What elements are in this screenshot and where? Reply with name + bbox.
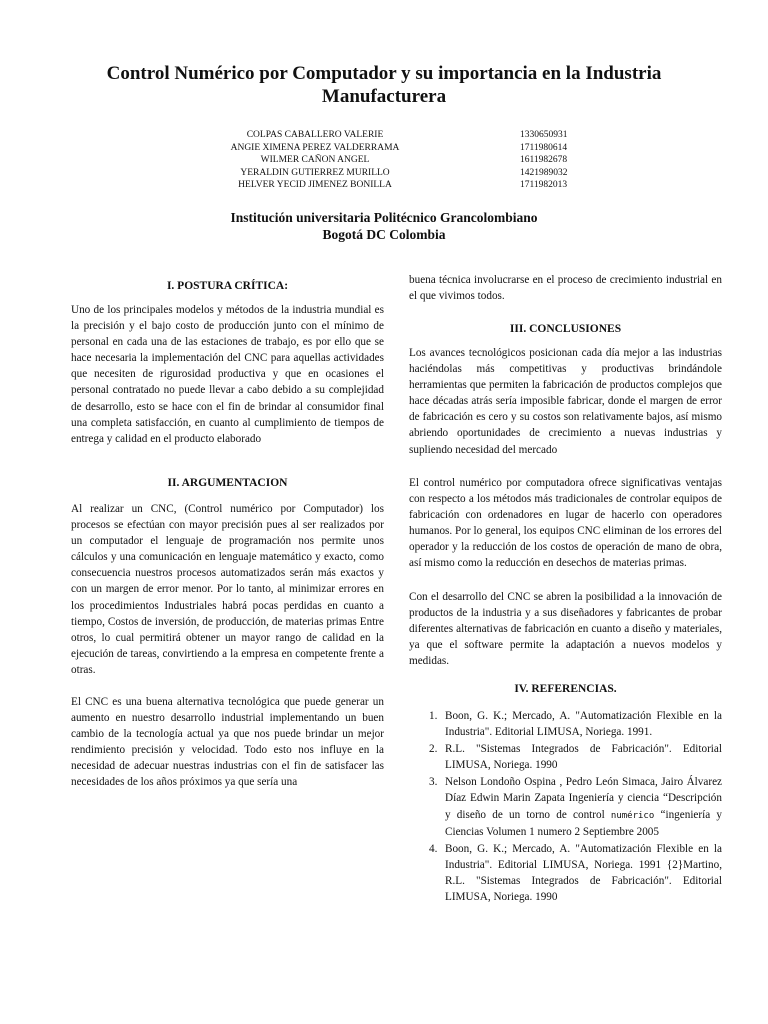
reference-item	[409, 774, 722, 839]
section-heading-referencias: IV. REFERENCIAS.	[514, 683, 617, 695]
author-row	[150, 129, 620, 142]
reference-text: Boon, G. K.; Mercado, A. "Automatización Flexible en la Industria". Editorial LIMUSA, Noriega. 1991 {2}Martino, R.L. "Sistemas Integrados de Fabricación". Editorial LIMUSA, Noriega. 1990	[445, 842, 722, 904]
reference-number: 2.	[429, 743, 438, 756]
reference-number: 1.	[429, 710, 438, 722]
reference-list	[409, 708, 722, 906]
argumentacion-paragraph-2-continued: buena técnica involucrarse en el proceso de crecimiento industrial en el que vivimos todos.	[409, 274, 722, 303]
reference-text: R.L. "Sistemas Integrados de Fabricación". Editorial LIMUSA, Noriega. 1990	[445, 743, 722, 772]
paper-title: Control Numérico por Computador y su importancia en la Industria Manufacturera	[106, 63, 662, 107]
reference-number: 3.	[429, 776, 438, 789]
institution-block	[100, 209, 668, 243]
author-name: WILMER CAÑON ANGEL	[260, 155, 370, 166]
author-id: 1611982678	[520, 155, 568, 166]
author-list	[150, 129, 620, 192]
author-name: HELVER YECID JIMENEZ BONILLA	[238, 180, 392, 191]
section-heading-postura: I. POSTURA CRÍTICA:	[166, 280, 289, 292]
reference-item	[409, 841, 722, 905]
author-row	[150, 179, 620, 192]
reference-text-mono: numérico	[610, 810, 655, 821]
conclusiones-paragraph-3: Con el desarrollo del CNC se abren la posibilidad a la innovación de productos de la industria y a sus diseñadores y fabricantes de probar diferentes alternativas de fabricación en cuanto a diseño y materiales, ya que el software permite la adaptación a nuevos modelos y medidas.	[409, 591, 722, 668]
argumentacion-paragraph-1: Al realizar un CNC, (Control numérico por Computador) los procesos se efectúan con mayor precisión pues al ser realizados por un computador el lenguaje de programación nos permite unos cálculos y una comunicación en lenguaje matemático y exacto, como consecuencia nuestros procesos automatizados serán más exactos y con un margen de error menor. Por lo tanto, al minimizar errores en los procedimientos Industriales habrá pocas perdidas en cuanto a tiempo, Costos de inversión, de producción, de materias primas Entre otros, lo cual permitirá obtener un mayor rango de calidad en la ejecución de tareas, convirtiendo a la empresa en competente frente a otras.	[71, 503, 384, 676]
reference-text-part: “ingeniería y Ciencias Volumen 1 numero 2 Septiembre 2005	[445, 808, 722, 838]
author-name: COLPAS CABALLERO VALERIE	[246, 130, 384, 140]
author-name: YERALDIN GUTIERREZ MURILLO	[240, 167, 390, 178]
conclusiones-paragraph-2: El control numérico por computadora ofrece significativas ventajas con respecto a los métodos más tradicionales de controlar equipos de fabricación con ordenadores en lugar de hacerlo con operadores humanos. Por lo general, los equipos CNC eliminan de los errores del operador y la reducción de los costos de operación de mano de obra, así mismo como la reducción en desechos de materias primas.	[409, 477, 722, 570]
section-heading-conclusiones: III. CONCLUSIONES	[509, 323, 622, 335]
postura-paragraph: Uno de los principales modelos y métodos de la industria mundial es la precisión y el bajo costo de producción junto con el mínimo de personal en cada una de las estaciones de trabajo, es por ello que se hace necesaria la implementación del CNC para aquellas actividades que necesiten de rigurosidad productiva y que en ocasiones el personal contratado no puede llevar a cabo debido a su complejidad de desarrollo, esto se hace con el fin de brindar al consumidor final una completa satisfacción, en cuanto al cumplimiento de tiempos de entrega y calidad en el producto elaborado	[71, 304, 384, 445]
section-heading-argumentacion: II. ARGUMENTACION	[167, 477, 288, 489]
author-row	[150, 154, 620, 167]
author-row	[150, 142, 620, 155]
institution-name: Institución universitaria Politécnico Grancolombiano	[230, 210, 538, 225]
author-row	[150, 167, 620, 180]
institution-location: Bogotá DC Colombia	[322, 227, 446, 242]
author-id: 1421989032	[520, 167, 568, 178]
reference-text: Boon, G. K.; Mercado, A. "Automatización Flexible en la Industria". Editorial LIMUSA, Noriega. 1991.	[445, 710, 722, 739]
author-id: 1330650931	[520, 130, 568, 140]
author-id: 1711980614	[520, 142, 568, 153]
author-name: ANGIE XIMENA PEREZ VALDERRAMA	[230, 142, 400, 153]
reference-item	[409, 741, 722, 773]
author-id: 1711982013	[520, 180, 568, 191]
reference-text	[445, 776, 722, 837]
conclusiones-paragraph-1: Los avances tecnológicos posicionan cada día mejor a las industrias haciéndolas más competitivas y productivas brindándole herramientas que permiten la fabricación de productos complejos que hace décadas atrás sería imposible fabricar, donde el margen de error de fabricación es cero y su costos son relativamente bajos, así mismo abriendo oportunidades de crecimiento a nuevas industrias y supliendo necesidad del mercado	[409, 347, 722, 456]
reference-text-part: Nelson Londoño Ospina , Pedro León Simaca, Jairo Álvarez Díaz Edwin Marin Zapata Ingeniería y ciencia “Descripción y diseño de un torno de control	[445, 776, 722, 821]
reference-number: 4.	[429, 842, 438, 855]
argumentacion-paragraph-2: El CNC es una buena alternativa tecnológica que puede generar un aumento en nuestro desarrollo industrial implementando un buen cambio de la tecnología actual ya que nos puede brindar un mejor rendimiento precisión y velocidad. Todo esto nos influye en la necesidad de adecuar nuestras industrias con el fin de satisfacer las necesidades de los años próximos ya que sería una	[71, 696, 384, 789]
reference-item	[409, 708, 722, 740]
